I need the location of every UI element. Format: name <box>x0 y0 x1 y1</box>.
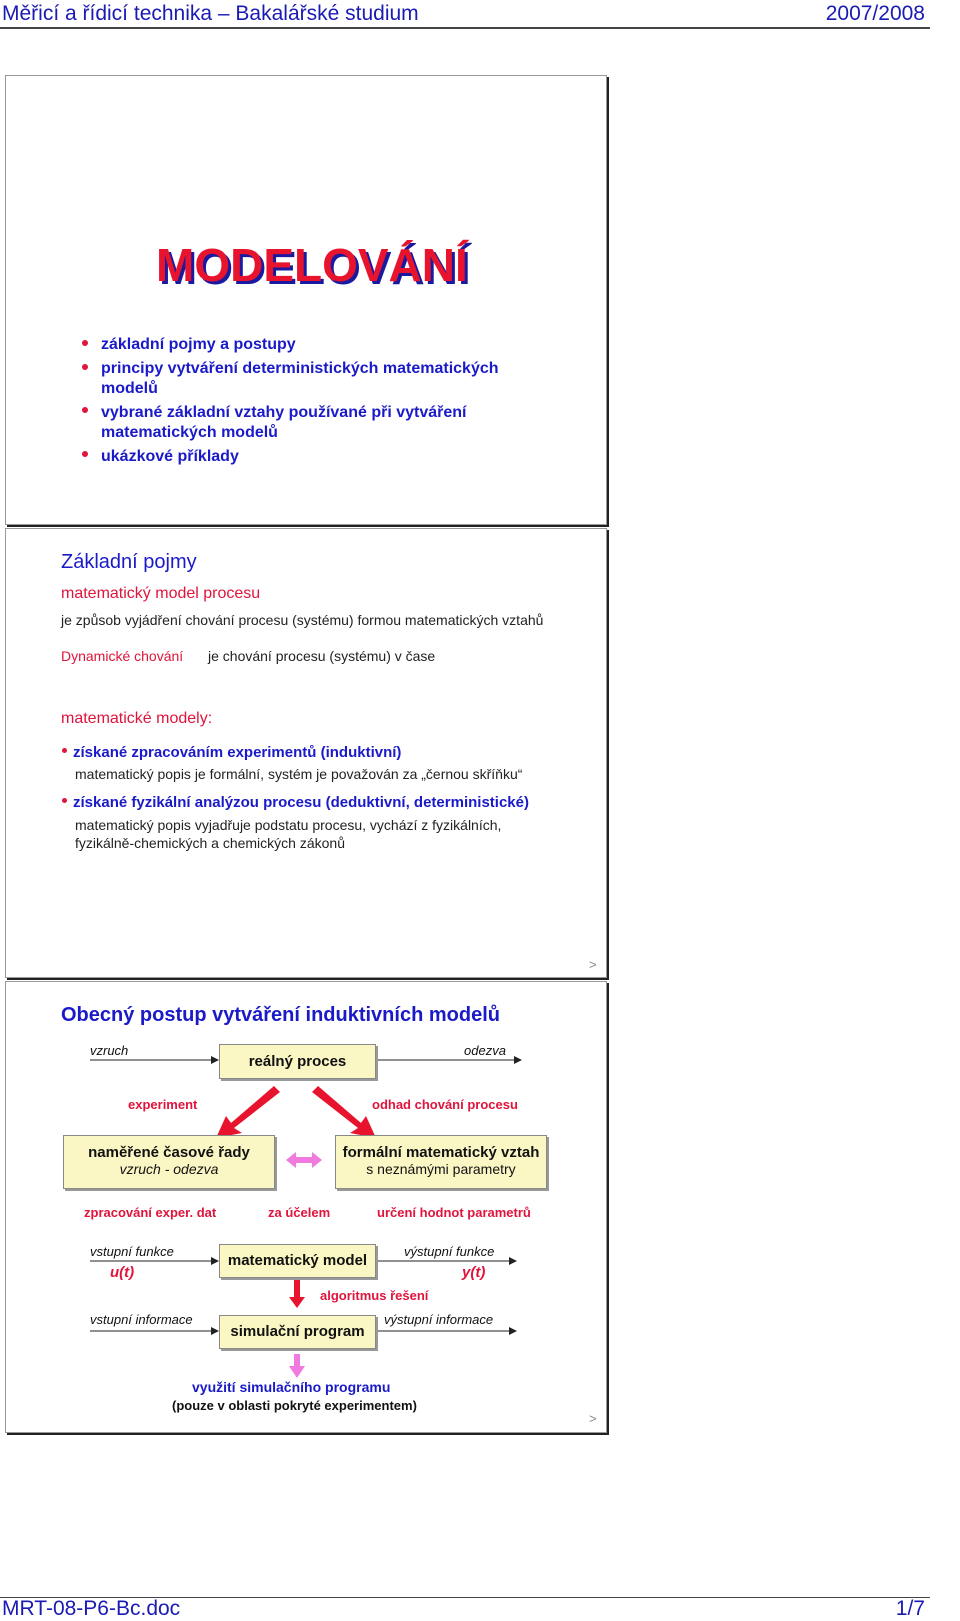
item-deductive-text-2: fyzikálně-chemických a chemických zákonů <box>75 835 345 851</box>
arrow-odhad <box>312 1086 376 1138</box>
term-math-model: matematický model procesu <box>61 585 261 602</box>
arrow-usage <box>289 1354 305 1378</box>
label-experiment: experiment <box>128 1097 198 1112</box>
slide-basic-terms <box>5 528 607 978</box>
bullet-dot <box>62 798 67 803</box>
slide-title <box>5 75 607 525</box>
label-vstupni-funkce: vstupní funkce <box>90 1244 174 1259</box>
label-yt: y(t) <box>462 1264 486 1281</box>
label-za-ucelem: za účelem <box>268 1205 331 1220</box>
header-title: Měřicí a řídicí technika – Bakalářské studium <box>2 2 419 25</box>
bullet-3-cont: matematických modelů <box>101 424 278 441</box>
box-real-process: reálný proces <box>219 1044 376 1079</box>
box-formal-relation <box>335 1135 547 1189</box>
bullet-2-cont: modelů <box>101 380 158 397</box>
arrow-bidirectional <box>286 1152 322 1168</box>
next-slide-marker: > <box>589 1411 597 1426</box>
arrow-algorithm <box>289 1280 305 1308</box>
bullet-dot <box>82 340 88 346</box>
label-algoritmus: algoritmus řešení <box>320 1288 429 1303</box>
bullet-dot <box>82 451 88 457</box>
box-formal-relation-line2: s neznámými parametry <box>366 1161 516 1177</box>
box-measured-series-line1: naměřené časové řady <box>88 1144 250 1161</box>
arrow-experiment <box>216 1086 280 1138</box>
box-measured-series <box>63 1135 275 1189</box>
slide-title-heading: MODELOVÁNÍ <box>156 239 468 291</box>
next-slide-marker: > <box>589 957 597 972</box>
bullet-dot <box>62 748 67 753</box>
def-dynamic: je chování procesu (systému) v čase <box>208 648 436 664</box>
item-inductive-text: matematický popis je formální, systém je považován za „černou skříňku“ <box>75 766 523 782</box>
box-math-model: matematický model <box>219 1244 376 1278</box>
label-vystupni-info: výstupní informace <box>384 1312 494 1327</box>
footer-page: 1/7 <box>895 1597 925 1620</box>
bullet-dot <box>82 364 88 370</box>
term-dynamic: Dynamické chování <box>61 648 184 664</box>
label-vyuziti: využití simulačního programu <box>192 1379 391 1395</box>
box-formal-relation-line1: formální matematický vztah <box>342 1144 540 1161</box>
label-ut: u(t) <box>110 1264 135 1281</box>
label-odezva: odezva <box>464 1043 506 1058</box>
item-deductive: získané fyzikální analýzou procesu (deduktivní, deterministické) <box>73 794 529 811</box>
box-measured-series-line2: vzruch - odezva <box>119 1161 219 1177</box>
header-year: 2007/2008 <box>825 2 925 25</box>
slide2-heading: Základní pojmy <box>61 551 197 573</box>
header-rule <box>0 27 930 29</box>
def-math-model: je způsob vyjádření chování procesu (systému) formou matematických vztahů <box>61 612 544 628</box>
label-urceni: určení hodnot parametrů <box>377 1205 531 1220</box>
slide3-heading: Obecný postup vytváření induktivních modelů <box>61 1004 500 1026</box>
bullet-2: principy vytváření deterministických matematických <box>101 360 499 377</box>
slide-inductive-models <box>5 981 607 1433</box>
label-vzruch: vzruch <box>90 1043 129 1058</box>
footer-filename: MRT-08-P6-Bc.doc <box>2 1597 181 1620</box>
label-odhad: odhad chování procesu <box>372 1097 518 1112</box>
bullet-3: vybrané základní vztahy používané při vytváření <box>101 404 467 421</box>
bullet-1: základní pojmy a postupy <box>101 336 296 353</box>
bullet-4: ukázkové příklady <box>101 448 239 465</box>
item-inductive: získané zpracováním experimentů (induktivní) <box>73 744 402 761</box>
item-deductive-text-1: matematický popis vyjadřuje podstatu procesu, vychází z fyzikálních, <box>75 817 502 833</box>
label-pouze: (pouze v oblasti pokryté experimentem) <box>172 1398 417 1413</box>
box-sim-program: simulační program <box>219 1315 376 1349</box>
label-zpracovani: zpracování exper. dat <box>84 1205 217 1220</box>
term-models: matematické modely: <box>61 710 213 727</box>
label-vstupni-info: vstupní informace <box>90 1312 193 1327</box>
bullet-dot <box>82 407 88 413</box>
label-vystupni-funkce: výstupní funkce <box>404 1244 495 1259</box>
